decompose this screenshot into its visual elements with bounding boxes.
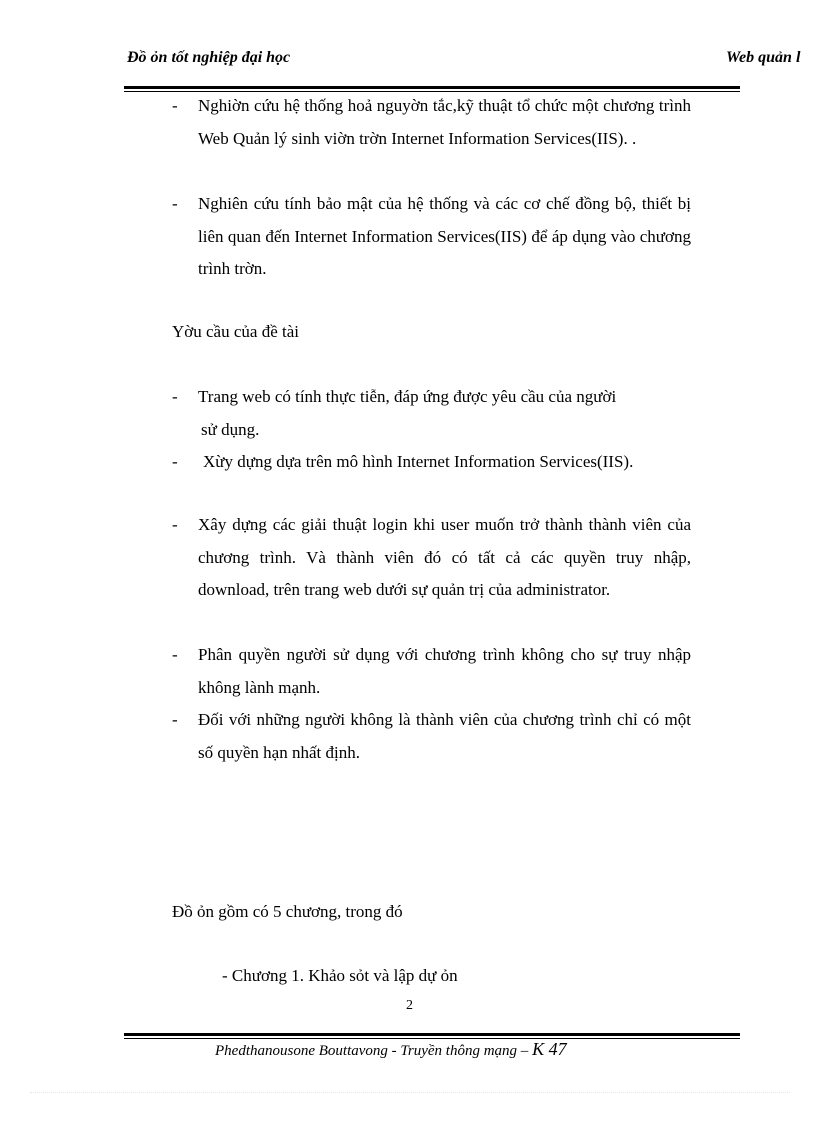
- feature-item-3: Đối với những người không là thành viên của chương trình chỉ có một số quyền hạn nhất định.: [198, 710, 691, 762]
- footer-author: Phedthanousone Bouttavong - Truyền thông mạng –: [215, 1043, 533, 1059]
- header-rule-thick: [124, 86, 740, 89]
- header-subtitle: Web quản l: [726, 49, 801, 66]
- bullet-dash: -: [172, 515, 178, 534]
- page-number: 2: [406, 998, 413, 1013]
- feature-item-1: Xây dựng các giải thuật login khi user muốn trở thành thành viên của chương trình. Và thành viên đó có tất cả các quyền truy nhập, download, trên trang web dưới sự quản trị của administrator.: [198, 515, 691, 599]
- objective-item-2: Nghiên cứu tính bảo mật của hệ thống và các cơ chế đồng bộ, thiết bị liên quan đến Internet Information Services(IIS) để áp dụng vào chương trình trờn.: [198, 194, 691, 278]
- page-edge-divider: [30, 1092, 790, 1093]
- feature-item-2: Phân quyền người sử dụng với chương trình không cho sự truy nhập không lành mạnh.: [198, 645, 691, 697]
- bullet-dash: -: [172, 710, 178, 729]
- requirement-item-1-cont: sử dụng.: [201, 420, 260, 439]
- chapter-1-item: - Chương 1. Khảo sỏt và lập dự ỏn: [222, 966, 458, 985]
- bullet-dash: -: [172, 452, 178, 471]
- requirement-item-2: Xừy dựng dựa trên mô hình Internet Information Services(IIS).: [203, 452, 634, 471]
- bullet-dash: -: [172, 194, 178, 213]
- footer-rule-thick: [124, 1033, 740, 1036]
- header-title: Đồ ỏn tốt nghiệp đại học: [127, 49, 291, 66]
- objective-item-1: Nghiờn cứu hệ thống hoả nguyờn tắc,kỹ thuật tổ chức một chương trình Web Quản lý sinh viờn trờn Internet Information Services(IIS). .: [198, 96, 691, 148]
- footer-text: [215, 1039, 567, 1060]
- bullet-dash: -: [172, 387, 178, 406]
- bullet-dash: -: [172, 645, 178, 664]
- chapters-intro: Đồ ỏn gồm có 5 chương, trong đó: [172, 902, 403, 921]
- footer-class: K 47: [532, 1039, 567, 1059]
- requirement-item-1: Trang web có tính thực tiễn, đáp ứng được yêu cầu của người: [198, 387, 617, 406]
- requirements-heading: Yờu cầu của đề tài: [172, 322, 299, 341]
- bullet-dash: -: [172, 96, 178, 115]
